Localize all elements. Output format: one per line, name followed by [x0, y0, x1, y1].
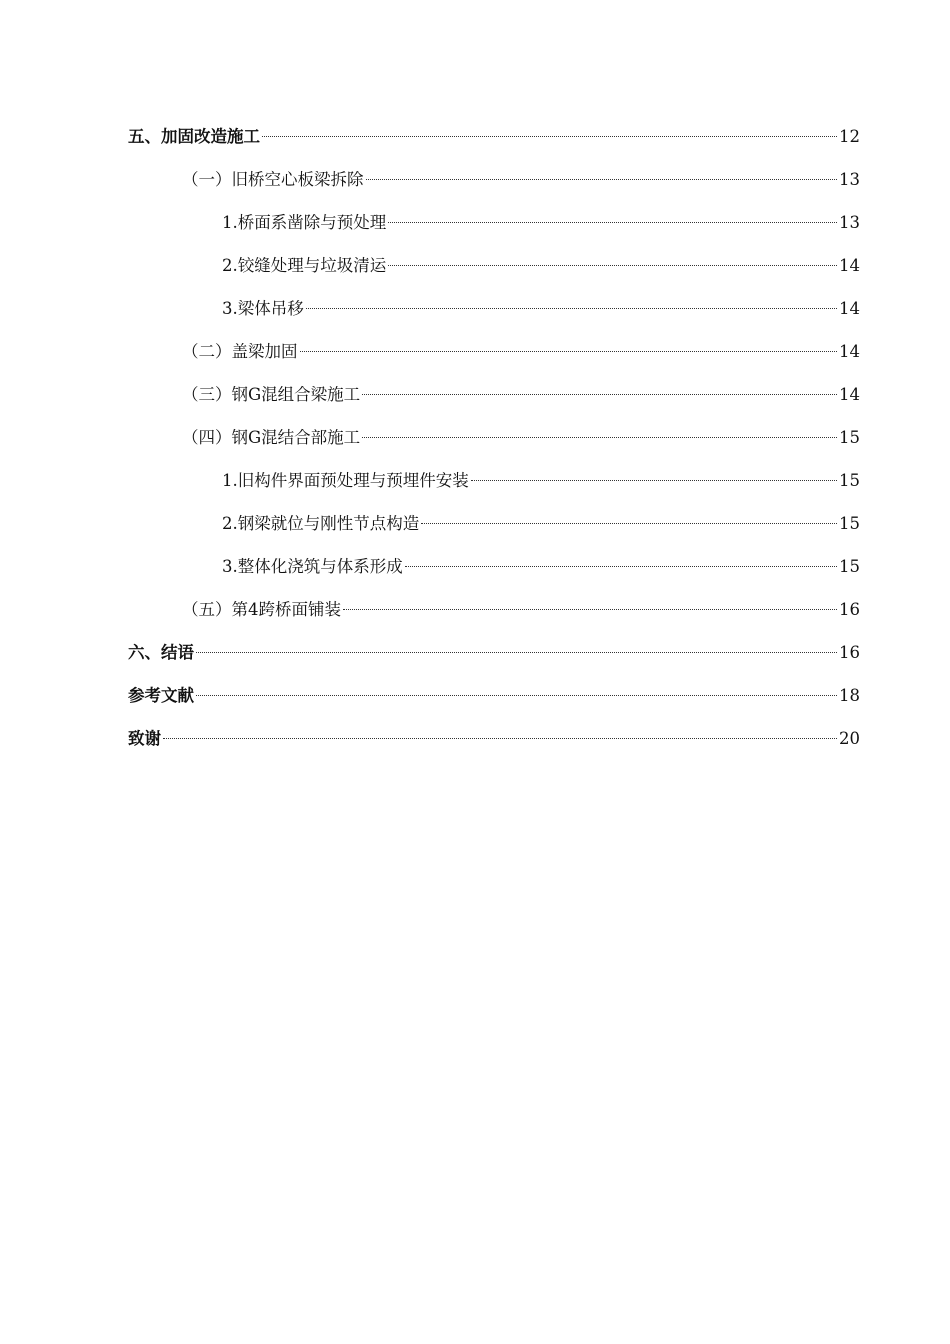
toc-entry-title: （四）钢G混结合部施工	[182, 428, 361, 447]
toc-entry-page: 15	[839, 471, 860, 490]
toc-dot-leader	[163, 738, 837, 739]
toc-dot-leader	[196, 652, 837, 653]
toc-entry-title: 1.桥面系凿除与预处理	[222, 213, 387, 232]
toc-dot-leader	[421, 523, 837, 524]
toc-entry-5-2[interactable]	[128, 337, 860, 380]
table-of-contents	[128, 122, 860, 767]
toc-entry-title: 参考文献	[128, 686, 194, 705]
toc-entry-title: 3.整体化浇筑与体系形成	[222, 557, 403, 576]
toc-entry-page: 13	[839, 213, 860, 232]
toc-entry-page: 12	[839, 127, 860, 146]
toc-dot-leader	[343, 609, 837, 610]
toc-dot-leader	[388, 222, 837, 223]
toc-entry-5-3[interactable]	[128, 380, 860, 423]
toc-entry-5-5[interactable]	[128, 595, 860, 638]
toc-entry-5-4[interactable]	[128, 423, 860, 466]
toc-entry-5-1-2[interactable]	[128, 251, 860, 294]
toc-entry-5-4-3[interactable]	[128, 552, 860, 595]
toc-entry-title: 2.钢梁就位与刚性节点构造	[222, 514, 420, 533]
toc-dot-leader	[388, 265, 837, 266]
toc-entry-page: 15	[839, 514, 860, 533]
toc-entry-title: 五、加固改造施工	[128, 127, 260, 146]
toc-entry-page: 15	[839, 557, 860, 576]
toc-entry-5-1[interactable]	[128, 165, 860, 208]
toc-entry-title: 致谢	[128, 729, 161, 748]
toc-entry-page: 14	[839, 342, 860, 361]
toc-entry-page: 16	[839, 600, 860, 619]
toc-entry-page: 15	[839, 428, 860, 447]
toc-entry-title: 1.旧构件界面预处理与预埋件安装	[222, 471, 469, 490]
toc-entry-title: 六、结语	[128, 643, 194, 662]
toc-entry-5-1-1[interactable]	[128, 208, 860, 251]
toc-entry-page: 16	[839, 643, 860, 662]
toc-dot-leader	[262, 136, 837, 137]
toc-entry-title: 3.梁体吊移	[222, 299, 304, 318]
toc-entry-page: 14	[839, 299, 860, 318]
toc-entry-title: （二）盖梁加固	[182, 342, 298, 361]
toc-entry-title: （三）钢G混组合梁施工	[182, 385, 361, 404]
toc-dot-leader	[366, 179, 838, 180]
toc-entry-5-1-3[interactable]	[128, 294, 860, 337]
toc-dot-leader	[306, 308, 837, 309]
toc-entry-title: （一）旧桥空心板梁拆除	[182, 170, 364, 189]
toc-dot-leader	[405, 566, 837, 567]
toc-entry-references[interactable]	[128, 681, 860, 724]
toc-dot-leader	[471, 480, 837, 481]
toc-entry-5-4-2[interactable]	[128, 509, 860, 552]
toc-entry-title: （五）第4跨桥面铺装	[182, 600, 341, 619]
toc-dot-leader	[362, 394, 837, 395]
toc-entry-title: 2.铰缝处理与垃圾清运	[222, 256, 387, 275]
toc-entry-page: 20	[839, 729, 860, 748]
toc-dot-leader	[362, 437, 837, 438]
toc-entry-page: 18	[839, 686, 860, 705]
toc-entry-section-6[interactable]	[128, 638, 860, 681]
toc-dot-leader	[300, 351, 838, 352]
toc-entry-section-5[interactable]	[128, 122, 860, 165]
toc-dot-leader	[196, 695, 837, 696]
toc-entry-acknowledgements[interactable]	[128, 724, 860, 767]
toc-entry-5-4-1[interactable]	[128, 466, 860, 509]
toc-entry-page: 13	[839, 170, 860, 189]
toc-entry-page: 14	[839, 385, 860, 404]
toc-entry-page: 14	[839, 256, 860, 275]
